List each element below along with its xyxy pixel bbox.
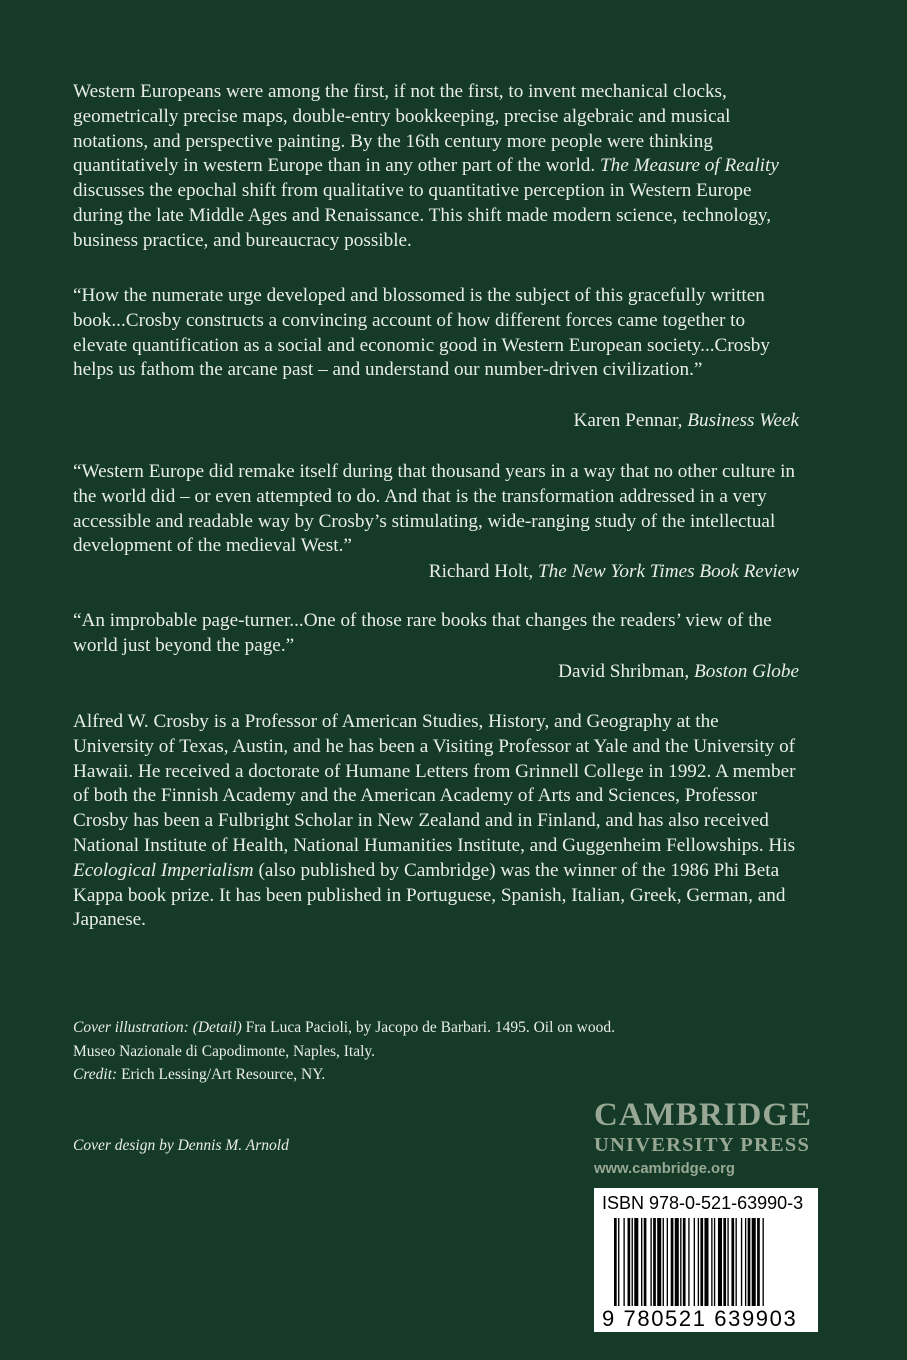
review-attribution-1	[573, 409, 799, 434]
barcode-bar	[683, 1218, 686, 1306]
barcode-bar	[688, 1218, 689, 1306]
barcode-bar	[745, 1218, 746, 1306]
book-description	[73, 80, 803, 254]
barcode-bar	[711, 1218, 712, 1306]
publisher-subtitle: UNIVERSITY PRESS	[594, 1134, 811, 1156]
publisher-url: www.cambridge.org	[594, 1161, 735, 1177]
barcode-bar	[736, 1218, 737, 1306]
review-quote-1: “How the numerate urge developed and blossomed is the subject of this gracefully written book...Crosby constructs a convincing account of how different forces came together to elevate quantification as a social and economic good in Western European society...Crosby helps us fathom the arcane past – and understand our number-driven civilization.”	[73, 285, 770, 381]
barcode-bar	[698, 1218, 699, 1306]
barcode-bar	[667, 1218, 668, 1306]
barcode-bar	[714, 1218, 715, 1306]
barcode-bar	[741, 1218, 742, 1306]
barcode-bar	[641, 1218, 642, 1306]
illustration-label: Cover illustration: (Detail)	[73, 1019, 242, 1036]
barcode-bar	[700, 1218, 703, 1306]
credit-text: Erich Lessing/Art Resource, NY.	[117, 1066, 326, 1083]
review-attribution-3	[558, 660, 799, 685]
barcode-bar	[757, 1218, 760, 1306]
barcode-digits: 9 780521 639903	[602, 1306, 798, 1331]
barcode-bar	[623, 1218, 624, 1306]
review-author: Karen Pennar,	[573, 410, 688, 431]
barcode-bar	[704, 1218, 708, 1306]
illustration-text: Fra Luca Pacioli, by Jacopo de Barbari. 1495. Oil on wood.	[241, 1019, 615, 1036]
book-title: The Measure of Reality	[599, 155, 779, 177]
barcode-bar	[731, 1218, 734, 1306]
barcode	[594, 1188, 818, 1332]
review-quote-2: “Western Europe did remake itself during that thousand years in a way that no other culture in the world did – or even attempted to do. And that is the transformation addressed in a very accessible and readable way by Crosby’s stimulating, wide-ranging study of the intellectual development of the medieval West.”	[73, 461, 796, 557]
review-author: Richard Holt,	[428, 561, 539, 582]
review-attribution-2	[429, 560, 799, 585]
barcode-bar	[634, 1218, 638, 1306]
review-source: Business Week	[687, 410, 799, 431]
photo-credit	[73, 1063, 813, 1087]
barcode-bar	[614, 1218, 617, 1306]
bio-text: Alfred W. Crosby is a Professor of American Studies, History, and Geography at the University of Texas, Austin, and he has been a Visiting Professor at Yale and the University of Hawaii. He received a doctorate of Humane Letters from Grinnell College in 1992. A member of both the Finnish Academy and the American Academy of Arts and Sciences, Professor Crosby has been a Fulbright Scholar in New Zealand and in Finland, and has also received National Institute of Health, National Humanities Institute, and Guggenheim Fellowships. His	[73, 711, 796, 856]
review-author: David Shribman,	[558, 661, 694, 682]
review-quote-3: “An improbable page-turner...One of those rare books that changes the readers’ view of the world just beyond the page.”	[73, 610, 772, 656]
cover-design-credit: Cover design by Dennis M. Arnold	[73, 1137, 289, 1154]
author-bio	[73, 710, 803, 933]
publisher-name: CAMBRIDGE	[594, 1097, 813, 1133]
barcode-bar	[650, 1218, 651, 1306]
barcode-bar	[718, 1218, 722, 1306]
barcode-bar	[727, 1218, 728, 1306]
credit-label: Credit:	[73, 1066, 118, 1083]
barcode-bar	[653, 1218, 656, 1306]
barcode-bar	[694, 1218, 695, 1306]
barcode-bar	[618, 1218, 619, 1306]
barcode-bar	[663, 1218, 664, 1306]
description-text-continued: discusses the epochal shift from qualitative to quantitative perception in Western Europe during the late Middle Ages and Renaissance. This shift made modern science, technology, business practice, and bureaucracy possible.	[73, 180, 772, 251]
bio-book-title: Ecological Imperialism	[73, 859, 254, 881]
review-source: Boston Globe	[694, 661, 799, 682]
barcode-bar	[680, 1218, 681, 1306]
barcode-bar	[752, 1218, 756, 1306]
description-text: Western Europeans were among the first, if not the first, to invent mechanical clocks, geometrically precise maps, double-entry bookkeeping, precise algebraic and musical notations, and perspective painting. By the 16th century more people were thinking quantitatively in western Europe than in any other part of the world.	[73, 81, 731, 177]
barcode-bar	[671, 1218, 674, 1306]
barcode-bar	[748, 1218, 751, 1306]
museum-credit: Museo Nazionale di Capodimonte, Naples, Italy.	[73, 1042, 376, 1060]
barcode-bar	[675, 1218, 679, 1306]
barcode-bar	[763, 1218, 764, 1306]
bio-text-continued: (also published by Cambridge) was the winner of the 1986 Phi Beta Kappa book prize. It has been published in Portuguese, Spanish, Italian, Greek, German, and Japanese.	[73, 859, 786, 931]
barcode-bar	[632, 1218, 633, 1306]
review-source: The New York Times Book Review	[538, 561, 799, 582]
barcode-bar	[657, 1218, 661, 1306]
cambridge-logo	[594, 1098, 818, 1177]
barcode-bar	[628, 1218, 631, 1306]
isbn-label: ISBN 978-0-521-63990-3	[602, 1193, 804, 1213]
cover-credits	[73, 1016, 813, 1087]
barcode-bar	[723, 1218, 726, 1306]
illustration-credit	[73, 1016, 813, 1040]
barcode-bar	[644, 1218, 647, 1306]
